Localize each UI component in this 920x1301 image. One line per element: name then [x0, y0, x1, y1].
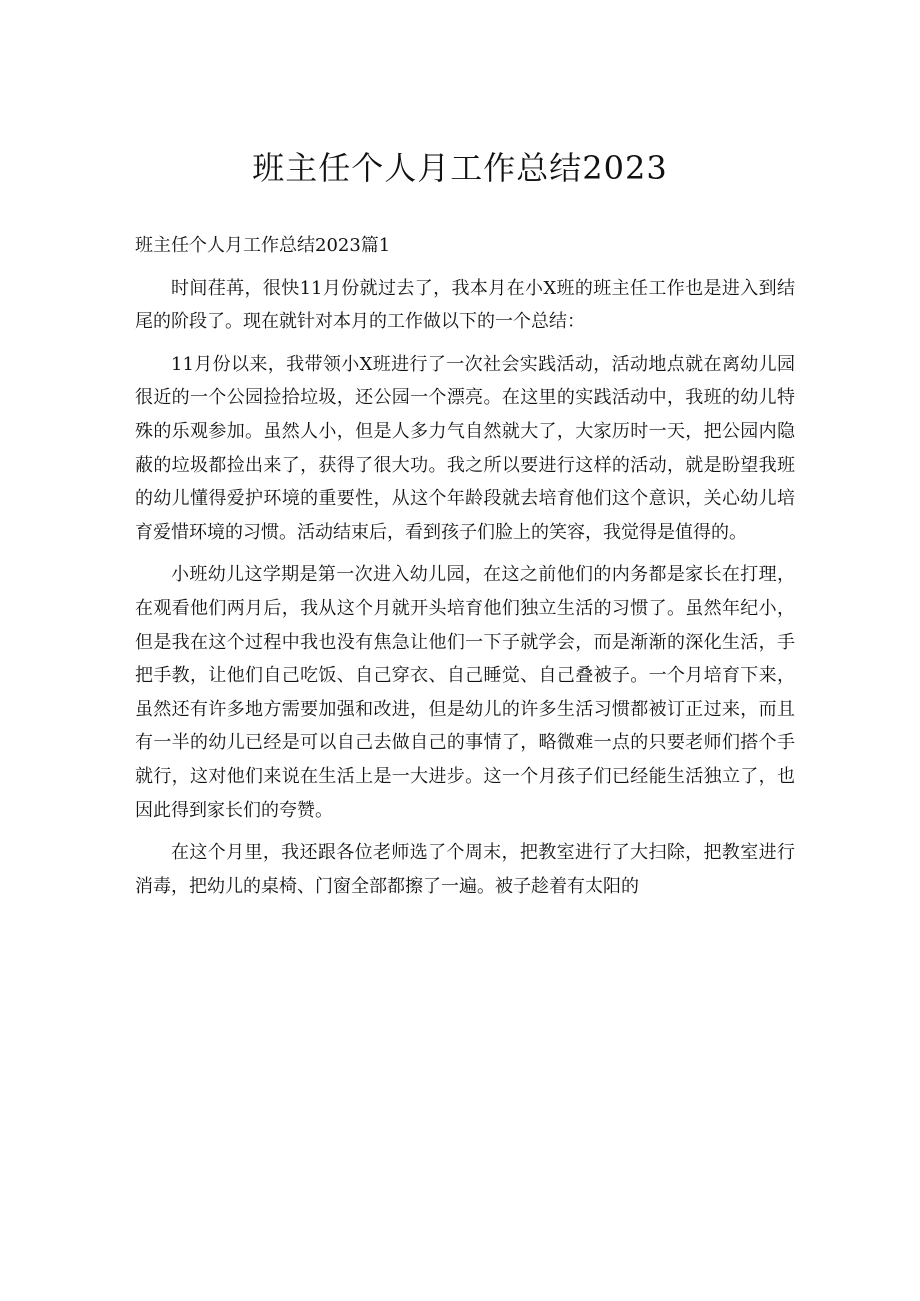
paragraph-4: 在这个月里，我还跟各位老师选了个周末，把教室进行了大扫除，把教室进行消毒，把幼儿的桌椅、门窗全部都擦了一遍。被子趁着有太阳的: [135, 842, 795, 897]
paragraph-1: 时间荏苒，很快11月份就过去了，我本月在小X班的班主任工作也是进入到结尾的阶段了。现在就针对本月的工作做以下的一个总结：: [135, 277, 795, 333]
document-body: [135, 230, 795, 903]
document-title: 班主任个人月工作总结2023: [252, 149, 668, 187]
paragraph-2: 11月份以来，我带领小X班进行了一次社会实践活动，活动地点就在离幼儿园很近的一个公园捡拾垃圾，还公园一个漂亮。在这里的实践活动中，我班的幼儿特殊的乐观参加。虽然人小，但是人多力气自然就大了，大家历时一天，把公园内隐蔽的垃圾都捡出来了，获得了很大功。我之所以要进行这样的活动，就是盼望我班的幼儿懂得爱护环境的重要性，从这个年龄段就去培育他们这个意识，关心幼儿培育爱惜环境的习惯。活动结束后，看到孩子们脸上的笑容，我觉得是值得的。: [135, 353, 795, 543]
section-subheading: 班主任个人月工作总结2023篇1: [135, 235, 391, 256]
paragraph-3: 小班幼儿这学期是第一次进入幼儿园，在这之前他们的内务都是家长在打理，在观看他们两月后，我从这个月就开头培育他们独立生活的习惯了。虽然年纪小，但是我在这个过程中我也没有焦急让他们一下子就学会，而是渐渐的深化生活，手把手教，让他们自己吃饭、自己穿衣、自己睡觉、自己叠被子。一个月培育下来，虽然还有许多地方需要加强和改进，但是幼儿的许多生活习惯都被订正过来，而且有一半的幼儿已经是可以自己去做自己的事情了，略微难一点的只要老师们搭个手就行，这对他们来说在生活上是一大进步。这一个月孩子们已经能生活独立了，也因此得到家长们的夸赞。: [135, 564, 795, 821]
